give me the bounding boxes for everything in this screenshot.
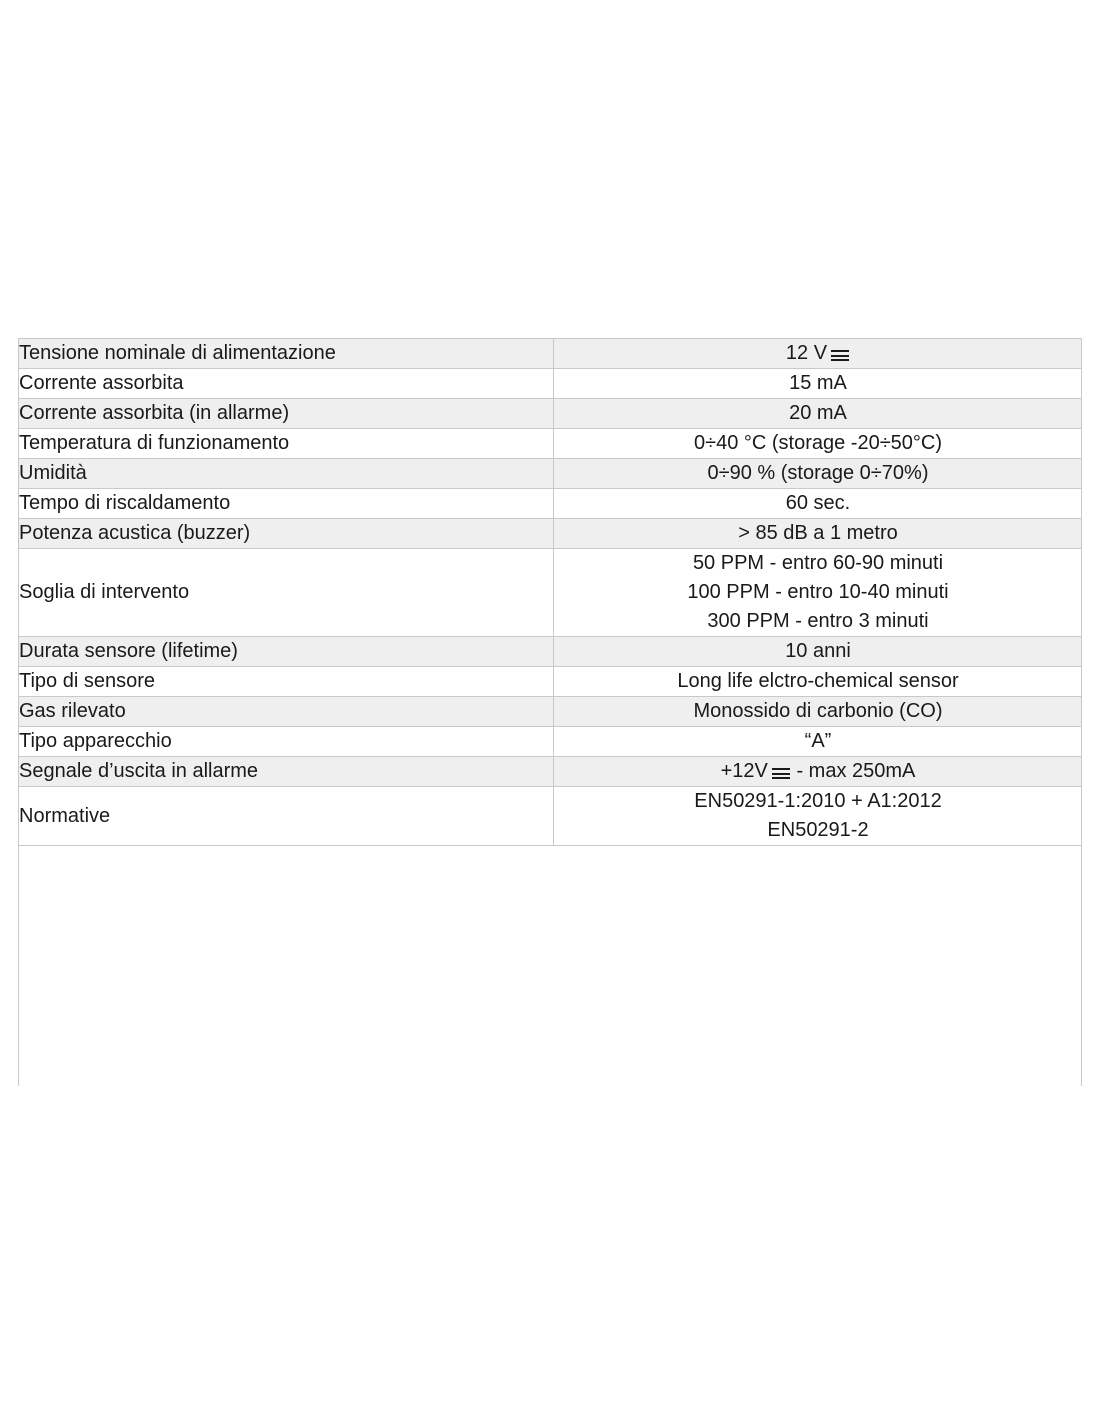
value-line: 10 anni <box>785 640 851 662</box>
row-label: Durata sensore (lifetime) <box>19 637 554 667</box>
row-label: Tipo apparecchio <box>19 727 554 757</box>
table-row <box>19 667 1082 697</box>
value-line: Long life elctro-chemical sensor <box>677 670 959 692</box>
row-value <box>554 429 1083 459</box>
row-label: Umidità <box>19 459 554 489</box>
value-line: 300 PPM - entro 3 minuti <box>707 610 929 632</box>
table-row <box>19 339 1082 369</box>
row-value <box>554 787 1083 846</box>
table-row <box>19 637 1082 667</box>
row-value <box>554 697 1083 727</box>
value-line <box>554 757 1082 786</box>
value-line: EN50291-1:2010 + A1:2012 <box>694 790 942 812</box>
table-row <box>19 459 1082 489</box>
table-row <box>19 757 1082 787</box>
row-label: Segnale d’uscita in allarme <box>19 757 554 787</box>
table-row <box>19 399 1082 429</box>
specification-table-container <box>18 338 1082 1086</box>
row-label: Tempo di riscaldamento <box>19 489 554 519</box>
table-row <box>19 787 1082 846</box>
row-value <box>554 369 1083 399</box>
row-value <box>554 399 1083 429</box>
table-row <box>19 369 1082 399</box>
table-row <box>19 697 1082 727</box>
specification-table <box>19 339 1082 846</box>
value-line: 60 sec. <box>785 492 851 514</box>
value-line <box>554 339 1082 368</box>
table-row <box>19 549 1082 637</box>
row-value <box>554 667 1083 697</box>
row-label: Corrente assorbita (in allarme) <box>19 399 554 429</box>
row-label: Normative <box>19 787 554 846</box>
row-value <box>554 459 1083 489</box>
value-line: “A” <box>804 730 832 752</box>
row-label: Potenza acustica (buzzer) <box>19 519 554 549</box>
row-label: Corrente assorbita <box>19 369 554 399</box>
row-value <box>554 727 1083 757</box>
row-value <box>554 489 1083 519</box>
row-value <box>554 549 1083 637</box>
table-row <box>19 489 1082 519</box>
row-value <box>554 637 1083 667</box>
specification-table-body <box>19 339 1082 846</box>
value-text: 12 V <box>785 342 828 364</box>
row-label: Temperatura di funzionamento <box>19 429 554 459</box>
table-row <box>19 429 1082 459</box>
value-text: - max 250mA <box>790 760 916 782</box>
value-line: > 85 dB a 1 metro <box>738 522 898 544</box>
row-value <box>554 757 1083 787</box>
value-line: 0÷40 °C (storage -20÷50°C) <box>693 432 943 454</box>
row-label: Soglia di intervento <box>19 549 554 637</box>
row-label: Tipo di sensore <box>19 667 554 697</box>
dc-voltage-icon <box>830 346 850 360</box>
row-value <box>554 339 1083 369</box>
row-label: Tensione nominale di alimentazione <box>19 339 554 369</box>
value-line: Monossido di carbonio (CO) <box>693 700 943 722</box>
value-line: 100 PPM - entro 10-40 minuti <box>687 581 949 603</box>
row-label: Gas rilevato <box>19 697 554 727</box>
value-line: 50 PPM - entro 60-90 minuti <box>692 552 944 574</box>
value-line: 20 mA <box>789 402 847 424</box>
table-row <box>19 519 1082 549</box>
value-line: 0÷90 % (storage 0÷70%) <box>707 462 929 484</box>
dc-voltage-icon <box>771 764 791 778</box>
row-value <box>554 519 1083 549</box>
table-row <box>19 727 1082 757</box>
value-text: +12V <box>720 760 768 782</box>
value-line: 15 mA <box>789 372 847 394</box>
value-line: EN50291-2 <box>767 819 869 841</box>
